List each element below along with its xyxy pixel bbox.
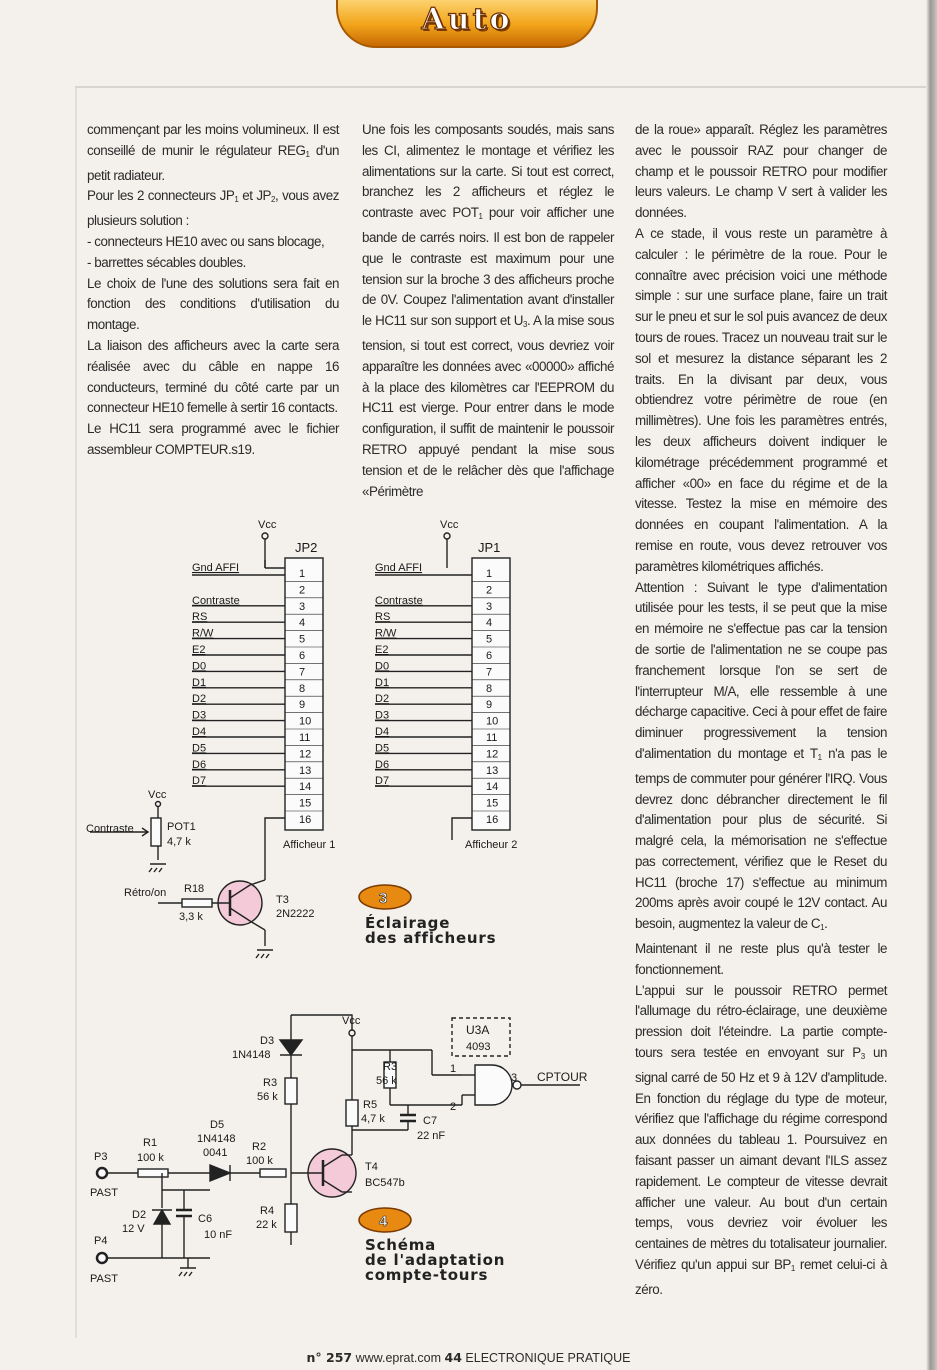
retro-label: Rétro/on (124, 887, 167, 899)
subscript: 1 (820, 923, 825, 933)
signal-label: D6 (192, 758, 207, 771)
pin-number: 2 (299, 584, 306, 597)
figure-4-title-2: de l'adaptation (365, 1251, 506, 1269)
contraste-input-label: Contraste (86, 823, 134, 835)
signal-label: R/W (192, 627, 214, 640)
issue-number: n° 257 (306, 1350, 353, 1365)
top-rule (75, 86, 937, 88)
subscript: 1 (305, 149, 310, 159)
pin-number: 16 (486, 814, 499, 826)
jp2-label: JP2 (295, 540, 318, 555)
r3a-value: 56 k (257, 1091, 278, 1103)
paragraph: Une fois les composants soudés, mais sans les CI, alimentez le montage et vérifiez les alimentations sur la carte. Si tout est correct, branchez les 2 afficheurs et réglez le contraste avec $POT_1$ pour voir afficher une bande de carrés noirs. Il est bon de rappeler que le contraste est maximum pour une tension sur la broche 3 des afficheurs proche de 0V. Coupez l'alimentation avant d'installer le HC11 sur son support et $U_3$. A la mise sous tension, si tout est correct, vous devriez voir apparaître les données avec «00000» affiché à la place des kilomètres car l'EEPROM du HC11 est vierge. Pour entrer dans le mode configuration, il suffit de maintenir le poussoir RETRO appuyé pendant la mise sous tension et de le relâcher dès que l'affichage «Périmètre (362, 122, 615, 499)
cptour-label: CPTOUR (537, 1070, 588, 1084)
signal-label: D4 (192, 726, 207, 738)
pin-number: 7 (486, 666, 493, 679)
subscript: 2 (271, 195, 276, 205)
r2-label: R2 (252, 1141, 267, 1153)
afficheur2-label: Afficheur 2 (465, 839, 518, 851)
pin-number: 3 (486, 600, 493, 613)
signal-label: D7 (192, 775, 207, 788)
text-column-1 (87, 120, 339, 461)
signal-label: D5 (192, 742, 207, 755)
t3-type: 2N2222 (276, 908, 315, 920)
p3-label: P3 (94, 1151, 108, 1163)
pin-number: 9 (486, 699, 493, 712)
figure-3-badge (359, 885, 411, 909)
pin-number: 4 (299, 617, 306, 630)
figure-3-title-1: Éclairage (365, 914, 451, 932)
d3-label: D3 (260, 1035, 275, 1047)
c6-label: C6 (198, 1213, 213, 1225)
signal-label: Contraste (375, 594, 423, 607)
d5-label: D5 (210, 1119, 225, 1131)
r1-label: R1 (143, 1137, 158, 1149)
paragraph: La liaison des afficheurs avec la carte sera réalisée avec du câble en nappe 16 conducteurs, terminé du côté carte par un connecteur HE10 femelle à sertir 16 contacts. (87, 337, 339, 416)
pot1-value: 4,7 k (167, 836, 191, 848)
r18-label: R18 (184, 883, 205, 895)
text-column-3 (635, 120, 887, 1301)
vcc-label-2: Vcc (440, 519, 459, 531)
left-rule (75, 88, 77, 1338)
signal-label: D2 (375, 693, 390, 706)
signal-label: D7 (375, 775, 390, 788)
afficheur1-label: Afficheur 1 (283, 839, 336, 851)
signal-label: RS (375, 611, 391, 624)
subscript: 3 (522, 320, 527, 330)
signal-label: E2 (375, 644, 389, 656)
r5-label: R5 (363, 1099, 378, 1111)
subscript: 1 (478, 212, 483, 222)
pin-number: 10 (486, 715, 499, 728)
signal-label: D3 (192, 709, 207, 722)
section-tab (336, 0, 598, 48)
pin-number: 1 (486, 568, 493, 580)
figure-4-badge (359, 1208, 411, 1232)
paragraph: Le HC11 sera programmé avec le fichier assembleur COMPTEUR.s19. (87, 421, 339, 457)
signal-label: D2 (192, 693, 207, 706)
r3a-label: R3 (263, 1077, 278, 1089)
pin-number: 8 (486, 682, 493, 695)
paragraph: commençant par les moins volumineux. Il est conseillé de munir le régulateur $REG_1$ d'un petit radiateur. (87, 122, 340, 183)
d2-value: 12 V (122, 1223, 145, 1235)
text-column-2 (362, 120, 614, 502)
figure-4-title-1: Schéma (365, 1236, 437, 1254)
pin-number: 6 (299, 650, 306, 662)
pin-number: 14 (299, 781, 312, 794)
pin-number: 16 (299, 814, 312, 826)
past-label-2: PAST (90, 1273, 118, 1285)
pin-number: 5 (486, 633, 493, 646)
r18-value: 3,3 k (179, 911, 203, 923)
signal-label: RS (192, 611, 208, 624)
figure-4-title-3: compte-tours (365, 1266, 489, 1284)
nand-pin-3: 3 (511, 1072, 518, 1084)
pin-number: 2 (486, 584, 493, 597)
paragraph: L'appui sur le poussoir RETRO permet l'allumage du rétro-éclairage, une deuxième pression doit l'éteindre. La partie compte-tours sera testée en envoyant sur $P_3$ un signal carré de 50 Hz et 9 à 12V d'amplitude. En fonction du réglage du type de moteur, vérifiez que l'affichage du régime correspond aux données du tableau 1. Poursuivez en faisant passer un aimant devant l'ILS assez rapidement. Le compteur de vitesse devrait afficher une valeur. Au bout d'un certain temps, vous devriez voir évoluer les centaines de mètres du totalisateur journalier. Vérifiez qu'un appui sur $BP_1$ remet celui-ci à zéro. (635, 982, 887, 1297)
c6-value: 10 nF (204, 1229, 233, 1241)
pin-number: 7 (299, 666, 306, 679)
r4-label: R4 (260, 1205, 275, 1217)
pin-number: 4 (486, 617, 493, 630)
page-footer (0, 1350, 937, 1365)
r3b-value: 56 k (376, 1075, 397, 1087)
vcc-label-pot: Vcc (148, 789, 167, 801)
signal-label: D4 (375, 726, 390, 738)
signal-label: D0 (192, 660, 207, 673)
website: www.eprat.com (355, 1351, 442, 1365)
signal-label: R/W (375, 627, 397, 640)
vcc-label-1: Vcc (258, 519, 277, 531)
section-title: Auto (421, 2, 513, 37)
past-label-1: PAST (90, 1187, 118, 1199)
pin-number: 1 (299, 568, 306, 580)
r3b-label: R3 (383, 1061, 398, 1073)
t3-label: T3 (276, 894, 289, 906)
nand-pin-1: 1 (450, 1063, 457, 1075)
pin-number: 8 (299, 682, 306, 695)
pin-number: 13 (486, 764, 499, 777)
signal-label: D3 (375, 709, 390, 722)
subscript: 1 (790, 1264, 795, 1274)
pin-number: 5 (299, 633, 306, 646)
pin-number: 14 (486, 781, 499, 794)
schematics-figure (80, 510, 588, 1300)
paragraph: A ce stade, il vous reste un paramètre à calculer : le périmètre de la roue. Pour le connaître avec précision voici une méthode simple : sur une surface plane, faire un trait sur le pneu et sur le sol puis avancez de deux tours de roues. Tracez un nouveau trait sur le sol et mesurez la distance séparant les 2 traits. En la divisant par deux, vous obtiendrez votre périmètre de roue (en millimètres). Une fois les paramètres entrés, les deux afficheurs doivent indiquer le kilométrage précédemment programmé et afficher «00» en face du régime et de la vitesse. Testez la mise en mémoire des données en coupant l'alimentation. A la remise en route, vous devez retrouver vos paramètres kilométriques affichés. (635, 225, 887, 574)
signal-label: D1 (192, 676, 207, 689)
pin-number: 6 (486, 650, 493, 662)
pin-number: 11 (486, 732, 498, 744)
paragraph: Pour les 2 connecteurs $JP_1$ et $JP_2$, vous avez plusieurs solution : (87, 188, 339, 229)
pin-number: 13 (299, 764, 312, 777)
signal-label: Gnd AFFI (192, 562, 240, 574)
magazine-name: ELECTRONIQUE PRATIQUE (465, 1351, 631, 1365)
signal-label: D0 (375, 660, 390, 673)
u3a-label: U3A (466, 1023, 490, 1037)
d2-label: D2 (132, 1209, 147, 1221)
pin-number: 15 (486, 797, 499, 810)
paragraph: - connecteurs HE10 avec ou sans blocage, (87, 233, 325, 249)
nand-pin-2: 2 (450, 1101, 457, 1113)
r4-value: 22 k (256, 1219, 277, 1231)
signal-label: E2 (192, 644, 206, 656)
paragraph: - barrettes sécables doubles. (87, 254, 246, 270)
binding-edge (926, 0, 937, 1370)
jp1-label: JP1 (478, 540, 501, 555)
subscript: 3 (860, 1052, 865, 1062)
figure-3-title-2: des afficheurs (365, 929, 497, 947)
pin-number: 12 (486, 748, 499, 761)
r2-value: 100 k (246, 1155, 273, 1167)
pot1-label: POT1 (167, 821, 196, 833)
c7-label: C7 (423, 1115, 438, 1127)
svg-text:3: 3 (379, 890, 388, 907)
paragraph: Maintenant il ne reste plus qu'à tester le fonctionnement. (635, 941, 887, 977)
page-number: 44 (444, 1350, 462, 1365)
svg-text:4: 4 (379, 1213, 388, 1230)
paragraph: Attention : Suivant le type d'alimentation utilisée pour les tests, il se peut que la mise en mémoire ne s'effectue pas car la tension de sortie de l'alimentation ne se coupe pas franchement lorsque l'on se sert de l'interrupteur M/A, elle ressemble à une décharge capacitive. Ceci à pour effet de faire diminuer progressivement la tension d'alimentation du montage et $T_1$ n'a pas le temps de commuter pour générer l'IRQ. Vous devrez donc débrancher directement le fil d'alimentation pour plus de sécurité. Si malgré cela, la mémorisation ne s'effectue pas correctement, vérifiez que le Reset du HC11 (broche 17) s'effectue au minimum 200ms après avoir coupé le 12V contact. Au besoin, augmentez la valeur de $C_1$. (635, 579, 887, 933)
r5-value: 4,7 k (361, 1113, 385, 1125)
d3-type: 1N4148 (232, 1049, 271, 1061)
subscript: 1 (234, 195, 239, 205)
c7-value: 22 nF (417, 1130, 446, 1142)
signal-label: D1 (375, 676, 390, 689)
signal-label: D5 (375, 742, 390, 755)
u3a-type: 4093 (466, 1041, 491, 1053)
pin-number: 10 (299, 715, 312, 728)
vcc-label-3: Vcc (342, 1015, 361, 1027)
d5-extra: 0041 (203, 1147, 228, 1159)
pin-number: 12 (299, 748, 312, 761)
paragraph: Le choix de l'une des solutions sera fait en fonction des conditions d'utilisation du montage. (87, 275, 339, 333)
subscript: 1 (817, 752, 822, 762)
t4-label: T4 (365, 1161, 378, 1173)
paragraph: de la roue» apparaît. Réglez les paramètres avec le poussoir RAZ pour changer de champ et le poussoir RETRO pour modifier leurs valeurs. Le champ V sert à valider les données. (635, 122, 887, 221)
t4-type: BC547b (365, 1177, 405, 1189)
p4-label: P4 (94, 1235, 108, 1247)
signal-label: D6 (375, 758, 390, 771)
r1-value: 100 k (137, 1152, 164, 1164)
signal-label: Contraste (192, 594, 240, 607)
pin-number: 9 (299, 699, 306, 712)
pin-number: 15 (299, 797, 312, 810)
pin-number: 11 (299, 732, 311, 744)
pin-number: 3 (299, 600, 306, 613)
d5-type: 1N4148 (197, 1133, 236, 1145)
signal-label: Gnd AFFI (375, 562, 423, 574)
